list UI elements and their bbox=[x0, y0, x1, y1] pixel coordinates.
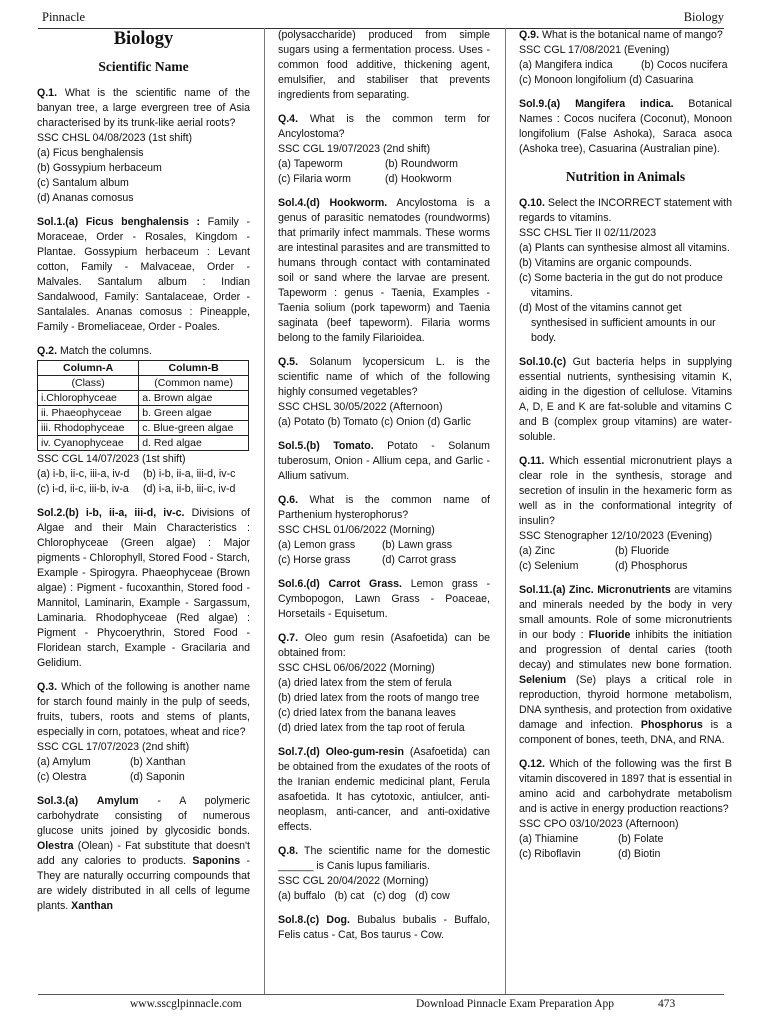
solution-text: (Asafoetida) can be obtained from the exudates of the roots of the Iranian endemic medicinal plant, Ferula asafoetida. It has cytotoxic, antiulcer, anti-neoplasm, anti-cancer, and anti-oxidative effects. bbox=[278, 746, 490, 833]
question-label: Q.7. bbox=[278, 632, 299, 644]
exam-source: SSC CGL 17/07/2023 (2nd shift) bbox=[37, 741, 190, 753]
footer-website-link[interactable]: www.sscglpinnacle.com bbox=[130, 998, 242, 1010]
option-d: (d) dried latex from the tap root of ferula bbox=[278, 722, 465, 734]
solution-head: Sol.1.(a) Ficus benghalensis : bbox=[37, 216, 201, 228]
section-title: Scientific Name bbox=[98, 59, 189, 74]
exam-source: SSC CGL 17/08/2021 (Evening) bbox=[519, 44, 670, 56]
solution-3-continued: (polysaccharide) produced from simple sugars using a fermentation process. Uses - common food additive, thickening agent, emulsifier, and stabiliser that prevents ingredients from separating. bbox=[278, 29, 490, 101]
exam-source: SSC CHSL 30/05/2022 (Afternoon) bbox=[278, 401, 443, 413]
option-a: (a) Amylum bbox=[37, 756, 91, 768]
table-row bbox=[38, 436, 249, 451]
solution-7 bbox=[278, 745, 490, 835]
option-c: (c) Some bacteria in the gut do not produce vitamins. bbox=[519, 272, 723, 299]
option-b: (b) Roundworm bbox=[385, 158, 459, 170]
options: (a) Potato (b) Tomato (c) Onion (d) Garlic bbox=[278, 416, 471, 428]
footer-app-promo: Download Pinnacle Exam Preparation App bbox=[416, 998, 615, 1010]
option-c: (c) Filaria worm bbox=[278, 173, 351, 185]
question-5 bbox=[278, 355, 490, 430]
question-12 bbox=[519, 757, 732, 862]
solution-text: Potato - Solanum tuberosum, Onion - Allium cepa, and Garlic - Allium sativum. bbox=[278, 440, 490, 482]
option-a: (a) Tapeworm bbox=[278, 158, 343, 170]
question-label: Q.3. bbox=[37, 681, 58, 693]
question-text: Which of the following was the first B vitamin discovered in 1897 that is essential in amino acid and carbohydrate metabolism and is active in energy production reactions? bbox=[519, 758, 732, 815]
option-a: (a) Ficus benghalensis bbox=[37, 147, 144, 159]
question-8 bbox=[278, 844, 490, 904]
question-7 bbox=[278, 631, 490, 736]
exam-source: SSC CPO 03/10/2023 (Afternoon) bbox=[519, 818, 679, 830]
question-2 bbox=[37, 344, 250, 497]
solution-text: (Olean) - Fat substitute that doesn't add any calories to products. bbox=[37, 840, 250, 867]
solution-3 bbox=[37, 794, 250, 914]
question-text: What is the botanical name of mango? bbox=[539, 29, 723, 41]
question-label: Q.2. bbox=[37, 345, 58, 357]
question-text: What is the scientific name of the banyan tree, a large evergreen tree of Asia characterised by its trunk-like aerial roots? bbox=[37, 87, 250, 129]
question-text: Select the INCORRECT statement with regards to vitamins. bbox=[519, 197, 732, 224]
exam-source: SSC CGL 19/07/2023 (2nd shift) bbox=[278, 143, 431, 155]
solution-6 bbox=[278, 577, 490, 622]
solution-text: Botanical Names : Cocos nucifera (Coconut), Monoon longifolium (False Ashoka), Saraca asoca (Ashoka tree), Casuarina (Australian pine). bbox=[519, 98, 732, 155]
options: (a) buffalo (b) cat (c) dog (d) cow bbox=[278, 890, 450, 902]
solution-2 bbox=[37, 506, 250, 671]
table-header: Column-B bbox=[139, 361, 249, 376]
question-text: Solanum lycopersicum L. is the scientific name of which of the following highly consumed vegetables? bbox=[278, 356, 490, 398]
solution-text: is a component of bones, teeth, DNA, and RNA. bbox=[519, 719, 732, 746]
table-row bbox=[38, 391, 249, 406]
question-1 bbox=[37, 86, 250, 206]
question-6 bbox=[278, 493, 490, 568]
column-divider bbox=[505, 28, 506, 994]
option-c: (c) dried latex from the banana leaves bbox=[278, 707, 456, 719]
table-subheader: (Class) bbox=[38, 376, 139, 391]
table-cell: b. Green algae bbox=[139, 406, 249, 421]
table-cell: iii. Rhodophyceae bbox=[38, 421, 139, 436]
solution-head: Sol.10.(c) bbox=[519, 356, 567, 368]
question-label: Q.1. bbox=[37, 87, 58, 99]
solution-text: (Se) plays a critical role in reproduction, thyroid hormone metabolism, DNA synthesis, and protection from oxidative damage and infection. bbox=[519, 674, 732, 731]
option-c: (c) Selenium bbox=[519, 560, 579, 572]
option-b: (b) Cocos nucifera bbox=[641, 59, 728, 71]
question-text: Oleo gum resin (Asafoetida) can be obtained from: bbox=[278, 632, 490, 659]
header-subject: Biology bbox=[683, 10, 724, 24]
question-text: What is the common term for Ancylostoma? bbox=[278, 113, 490, 140]
table-cell: i.Chlorophyceae bbox=[38, 391, 139, 406]
question-10 bbox=[519, 196, 732, 346]
exam-source: SSC CGL 14/07/2023 (1st shift) bbox=[37, 453, 186, 465]
term: Xanthan bbox=[71, 900, 113, 912]
table-cell: c. Blue-green algae bbox=[139, 421, 249, 436]
term: Fluoride bbox=[588, 629, 631, 641]
column-3 bbox=[519, 28, 732, 871]
solution-text: Divisions of Algae and their Main Characteristics : Chlorophyceae (Green algae) : Major pigments - Chlorophyll, Stored Food - Starch, Example - Spirogyra. Phaeophyceae (Brown algae) : Pigment - fucoxanthin, Stored food - Mannitol, Laminarin, Example - Sargassum, Laminaria. Rhodophyceae (Red algae) : Pigment - Phycoerythrin, Stored Food - Floridean starch, Example - Gracilaria and Gelidium. bbox=[37, 507, 250, 669]
exam-source: SSC Stenographer 12/10/2023 (Evening) bbox=[519, 530, 713, 542]
solution-text: Family - Moraceae, Order - Rosales, Kingdom - Plantae. Gossypium herbaceum : Levant cotton, Family - Malvaceae, Order - Malvales. Santalum album : Indian Sandalwood, Family: Santalaceae, Order - Santalales. Ananas comosus : Pineapple, Family - Bromeliaceae, Order - Poales. bbox=[37, 216, 251, 333]
page-number: 473 bbox=[658, 998, 676, 1010]
exam-source: SSC CHSL 04/08/2023 (1st shift) bbox=[37, 132, 193, 144]
term: Selenium bbox=[519, 674, 567, 686]
table-cell: ii. Phaeophyceae bbox=[38, 406, 139, 421]
solution-4 bbox=[278, 196, 490, 346]
solution-head: Sol.3.(a) Amylum bbox=[37, 795, 139, 807]
solution-text: Gut bacteria helps in supplying essential nutrients, synthesising vitamin K, aiding in the digestion of cellulose. Vitamins A, D, E and K are fat-soluble and vitamins C and B (complex group vitamins) are water- soluble. bbox=[519, 356, 732, 443]
question-label: Q.11. bbox=[519, 455, 545, 467]
question-text: Which of the following is another name for starch found mainly in the pulp of seeds, fruits, tubers, roots and stems of plants, especially in corn, potatoes, wheat and rice? bbox=[37, 681, 250, 738]
option-c: (c) Horse grass bbox=[278, 554, 351, 566]
table-cell: iv. Cyanophyceae bbox=[38, 436, 139, 451]
option-b: (b) dried latex from the roots of mango tree bbox=[278, 692, 480, 704]
option-c: (c) Santalum album bbox=[37, 177, 129, 189]
solution-text: inhibits the initiation and progression of dental caries (tooth decay) and stimulates new bone formation. bbox=[519, 629, 732, 671]
question-label: Q.5. bbox=[278, 356, 299, 368]
solution-11 bbox=[519, 583, 732, 748]
section-title: Nutrition in Animals bbox=[565, 169, 686, 184]
solution-head: Sol.11.(a) Zinc. Micronutrients bbox=[519, 584, 671, 596]
option-a: (a) Zinc bbox=[519, 545, 555, 557]
header-brand: Pinnacle bbox=[42, 10, 86, 24]
solution-text: are vitamins and minerals needed by the body in very small amounts. Role of some micronutrients in our body : bbox=[519, 584, 732, 641]
table-row bbox=[38, 421, 249, 436]
option-b: (b) Fluoride bbox=[615, 545, 670, 557]
option-d: (d) Most of the vitamins cannot get synthesised in sufficient amounts in our body. bbox=[519, 302, 716, 344]
option-d: (d) Saponin bbox=[130, 771, 185, 783]
question-3 bbox=[37, 680, 250, 785]
solution-1 bbox=[37, 215, 250, 335]
question-text: Which essential micronutrient plays a clear role in the synthesis, storage and secretion of insulin in the hexameric form as well as in the conformational integrity of insulin? bbox=[519, 455, 732, 527]
option-a: (a) i-b, ii-c, iii-a, iv-d bbox=[37, 468, 130, 480]
table-cell: d. Red algae bbox=[139, 436, 249, 451]
question-label: Q.8. bbox=[278, 845, 299, 857]
column-divider bbox=[264, 28, 265, 994]
solution-text: - They are naturally occurring compounds that are widely distributed in all cells of legume plants. bbox=[37, 855, 250, 912]
column-2 bbox=[278, 28, 490, 952]
table-cell: a. Brown algae bbox=[139, 391, 249, 406]
question-text: The scientific name for the domestic ______ is Canis lupus familiaris. bbox=[278, 845, 490, 872]
page-title: Biology bbox=[113, 29, 174, 49]
exam-source: SSC CHSL 06/06/2022 (Morning) bbox=[278, 662, 435, 674]
solution-8 bbox=[278, 913, 490, 943]
option-c: (c) Riboflavin bbox=[519, 848, 581, 860]
option-b: (b) Vitamins are organic compounds. bbox=[519, 257, 692, 269]
option-d: (d) Ananas comosus bbox=[37, 192, 134, 204]
option-a: (a) Lemon grass bbox=[278, 539, 356, 551]
solution-5 bbox=[278, 439, 490, 484]
page-footer bbox=[38, 994, 724, 1017]
question-11 bbox=[519, 454, 732, 574]
solution-head: Sol.2.(b) i-b, ii-a, iii-d, iv-c. bbox=[37, 507, 185, 519]
option-b: (b) Xanthan bbox=[130, 756, 186, 768]
question-9 bbox=[519, 28, 732, 88]
solution-head: Sol.4.(d) Hookworm. bbox=[278, 197, 388, 209]
exam-source: SSC CHSL 01/06/2022 (Morning) bbox=[278, 524, 435, 536]
exam-source: SSC CHSL Tier II 02/11/2023 bbox=[519, 227, 657, 239]
question-label: Q.10. bbox=[519, 197, 545, 209]
option-a: (a) Mangifera indica bbox=[519, 59, 613, 71]
solution-9 bbox=[519, 97, 732, 157]
term: Olestra bbox=[37, 840, 74, 852]
column-1 bbox=[37, 28, 250, 923]
question-label: Q.12. bbox=[519, 758, 545, 770]
option-a: (a) Plants can synthesise almost all vitamins. bbox=[519, 242, 730, 254]
option-a: (a) Thiamine bbox=[519, 833, 579, 845]
question-4 bbox=[278, 112, 490, 187]
solution-head: Sol.9.(a) Mangifera indica. bbox=[519, 98, 674, 110]
term: Saponins bbox=[192, 855, 241, 867]
solution-head: Sol.8.(c) Dog. bbox=[278, 914, 350, 926]
solution-head: Sol.7.(d) Oleo-gum-resin bbox=[278, 746, 404, 758]
term: Phosphorus bbox=[640, 719, 703, 731]
match-table bbox=[37, 360, 249, 451]
option-d: (d) Phosphorus bbox=[615, 560, 688, 572]
solution-text: Ancylostoma is a genus of parasitic nematodes (roundworms) that primarily infect mammals. These worms are intestinal parasites and are transmitted to humans through contact with contaminated soil or sand where the larvae are present. Tapeworm : genus - Taenia, Examples - Taenia solium (pork tapeworm) and Taenia saginata (beef tapeworm). Filaria worms belong to the family Filarioidea. bbox=[278, 197, 490, 344]
option-b: (b) Lawn grass bbox=[382, 539, 453, 551]
table-header: Column-A bbox=[38, 361, 139, 376]
question-text: What is the common name of Parthenium hysterophorus? bbox=[278, 494, 490, 521]
question-label: Q.4. bbox=[278, 113, 299, 125]
option-b: (b) Gossypium herbaceum bbox=[37, 162, 162, 174]
option-c-d: (c) Monoon longifolium (d) Casuarina bbox=[519, 74, 694, 86]
option-a: (a) dried latex from the stem of ferula bbox=[278, 677, 452, 689]
option-d: (d) Biotin bbox=[618, 848, 661, 860]
option-b: (b) i-b, ii-a, iii-d, iv-c bbox=[143, 468, 236, 480]
option-c: (c) i-d, ii-c, iii-b, iv-a bbox=[37, 483, 129, 495]
solution-text: - A polymeric carbohydrate consisting of numerous glucose units joined by glycosidic bonds. bbox=[37, 795, 250, 837]
option-c: (c) Olestra bbox=[37, 771, 87, 783]
option-d: (d) Hookworm bbox=[385, 173, 452, 185]
solution-text: Lemon grass - Cymbopogon, Lawn Grass - Poaceae, Horsetails - Equisetum. bbox=[278, 578, 490, 620]
solution-10 bbox=[519, 355, 732, 445]
option-d: (d) Carrot grass bbox=[382, 554, 457, 566]
solution-head: Sol.6.(d) Carrot Grass. bbox=[278, 578, 402, 590]
page-header bbox=[38, 6, 724, 29]
solution-head: Sol.5.(b) Tomato. bbox=[278, 440, 374, 452]
question-label: Q.9. bbox=[519, 29, 540, 41]
option-b: (b) Folate bbox=[618, 833, 664, 845]
table-subheader: (Common name) bbox=[139, 376, 249, 391]
exam-source: SSC CGL 20/04/2022 (Morning) bbox=[278, 875, 429, 887]
option-d: (d) i-a, ii-b, iii-c, iv-d bbox=[143, 483, 236, 495]
question-label: Q.6. bbox=[278, 494, 299, 506]
question-text: Match the columns. bbox=[57, 345, 152, 357]
solution-text: Bubalus bubalis - Buffalo, Felis catus - Cat, Bos taurus - Cow. bbox=[278, 914, 491, 941]
table-row bbox=[38, 406, 249, 421]
